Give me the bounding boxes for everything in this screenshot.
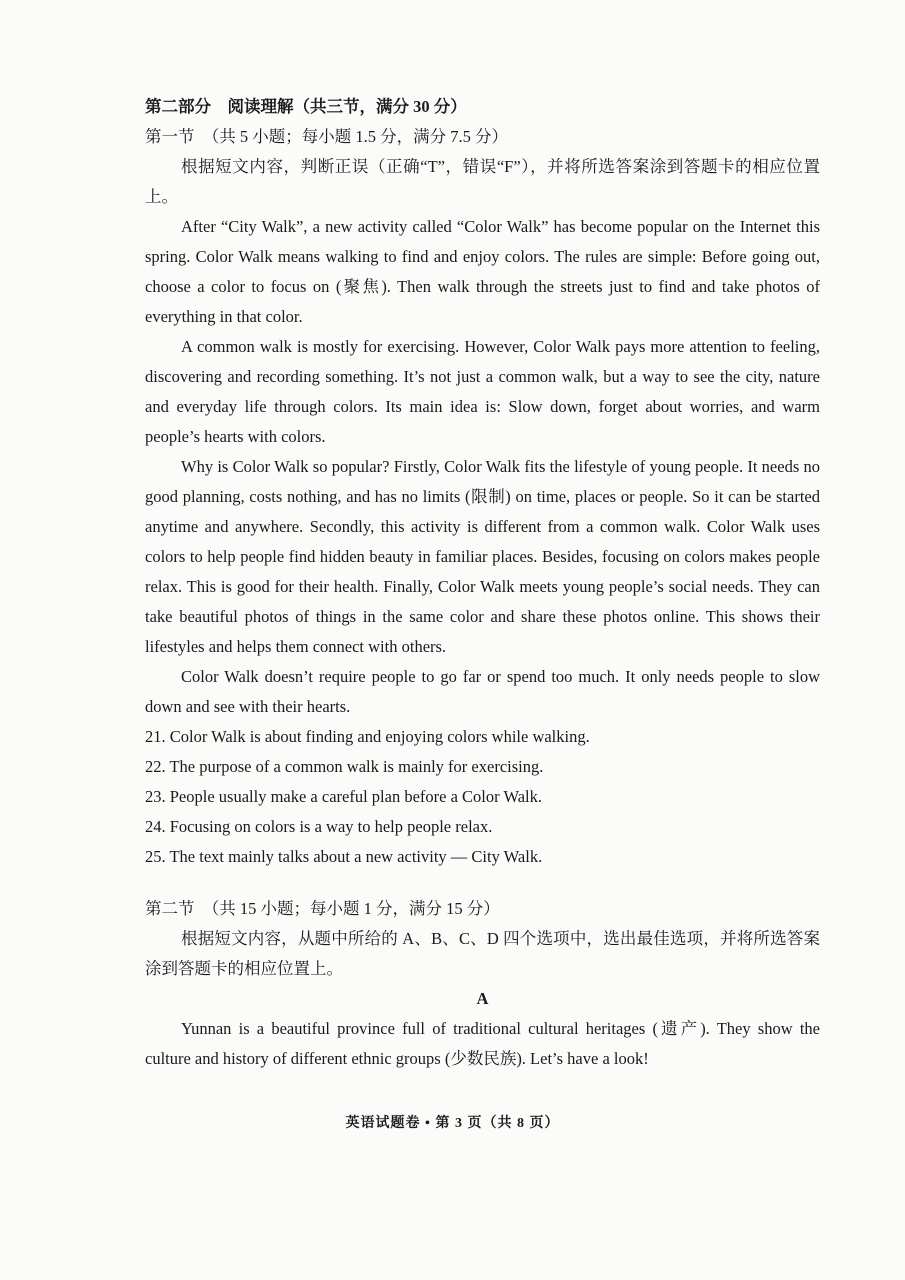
question-item: 21. Color Walk is about finding and enjoying colors while walking.: [145, 727, 590, 746]
section2-instruction: 根据短文内容，从题中所给的 A、B、C、D 四个选项中，选出最佳选项，并将所选答案涂到答题卡的相应位置上。: [145, 929, 820, 978]
page-footer: 英语试题卷 • 第 3 页（共 8 页）: [345, 1116, 560, 1131]
question-item: 24. Focusing on colors is a way to help people relax.: [145, 817, 493, 836]
passage-paragraph: A common walk is mostly for exercising. However, Color Walk pays more attention to feeling, discovering and recording something. It’s not just a common walk, but a way to see the city, nature and everyday life through colors. Its main idea is: Slow down, forget about worries, and warm people’s hearts with colors.: [145, 337, 820, 446]
section2-title: 第二节 （共 15 小题；每小题 1 分，满分 15 分）: [145, 899, 500, 918]
section-spacer: [145, 872, 820, 894]
part-title: 第二部分 阅读理解（共三节，满分 30 分）: [145, 97, 467, 116]
passage-paragraph: Color Walk doesn’t require people to go far or spend too much. It only needs people to slow down and see with their hearts.: [145, 667, 820, 716]
passage-label: A: [476, 989, 489, 1008]
passage-paragraph: After “City Walk”, a new activity called “Color Walk” has become popular on the Internet this spring. Color Walk means walking to find and enjoy colors. The rules are simple: Before going out, choose a color to focus on (聚焦). Then walk through the streets just to find and take photos of everything in that color.: [145, 217, 820, 326]
question-item: 23. People usually make a careful plan before a Color Walk.: [145, 787, 542, 806]
passage-paragraph: Yunnan is a beautiful province full of traditional cultural heritages (遗产). They show the culture and history of different ethnic groups (少数民族). Let’s have a look!: [145, 1019, 820, 1068]
section1-instruction: 根据短文内容，判断正误（正确“T”，错误“F”），并将所选答案涂到答题卡的相应位置上。: [145, 157, 820, 206]
page-content: [145, 92, 820, 1074]
question-item: 22. The purpose of a common walk is mainly for exercising.: [145, 757, 544, 776]
question-item: 25. The text mainly talks about a new activity — City Walk.: [145, 847, 543, 866]
section1-title: 第一节 （共 5 小题；每小题 1.5 分，满分 7.5 分）: [145, 127, 508, 146]
passage-paragraph: Why is Color Walk so popular? Firstly, Color Walk fits the lifestyle of young people. It needs no good planning, costs nothing, and has no limits (限制) on time, places or people. So it can be started anytime and anywhere. Secondly, this activity is different from a common walk. Color Walk uses colors to help people find hidden beauty in familiar places. Besides, focusing on colors makes people relax. This is good for their health. Finally, Color Walk meets young people’s social needs. They can take beautiful photos of things in the same color and share these photos online. This shows their lifestyles and helps them connect with others.: [145, 457, 820, 656]
